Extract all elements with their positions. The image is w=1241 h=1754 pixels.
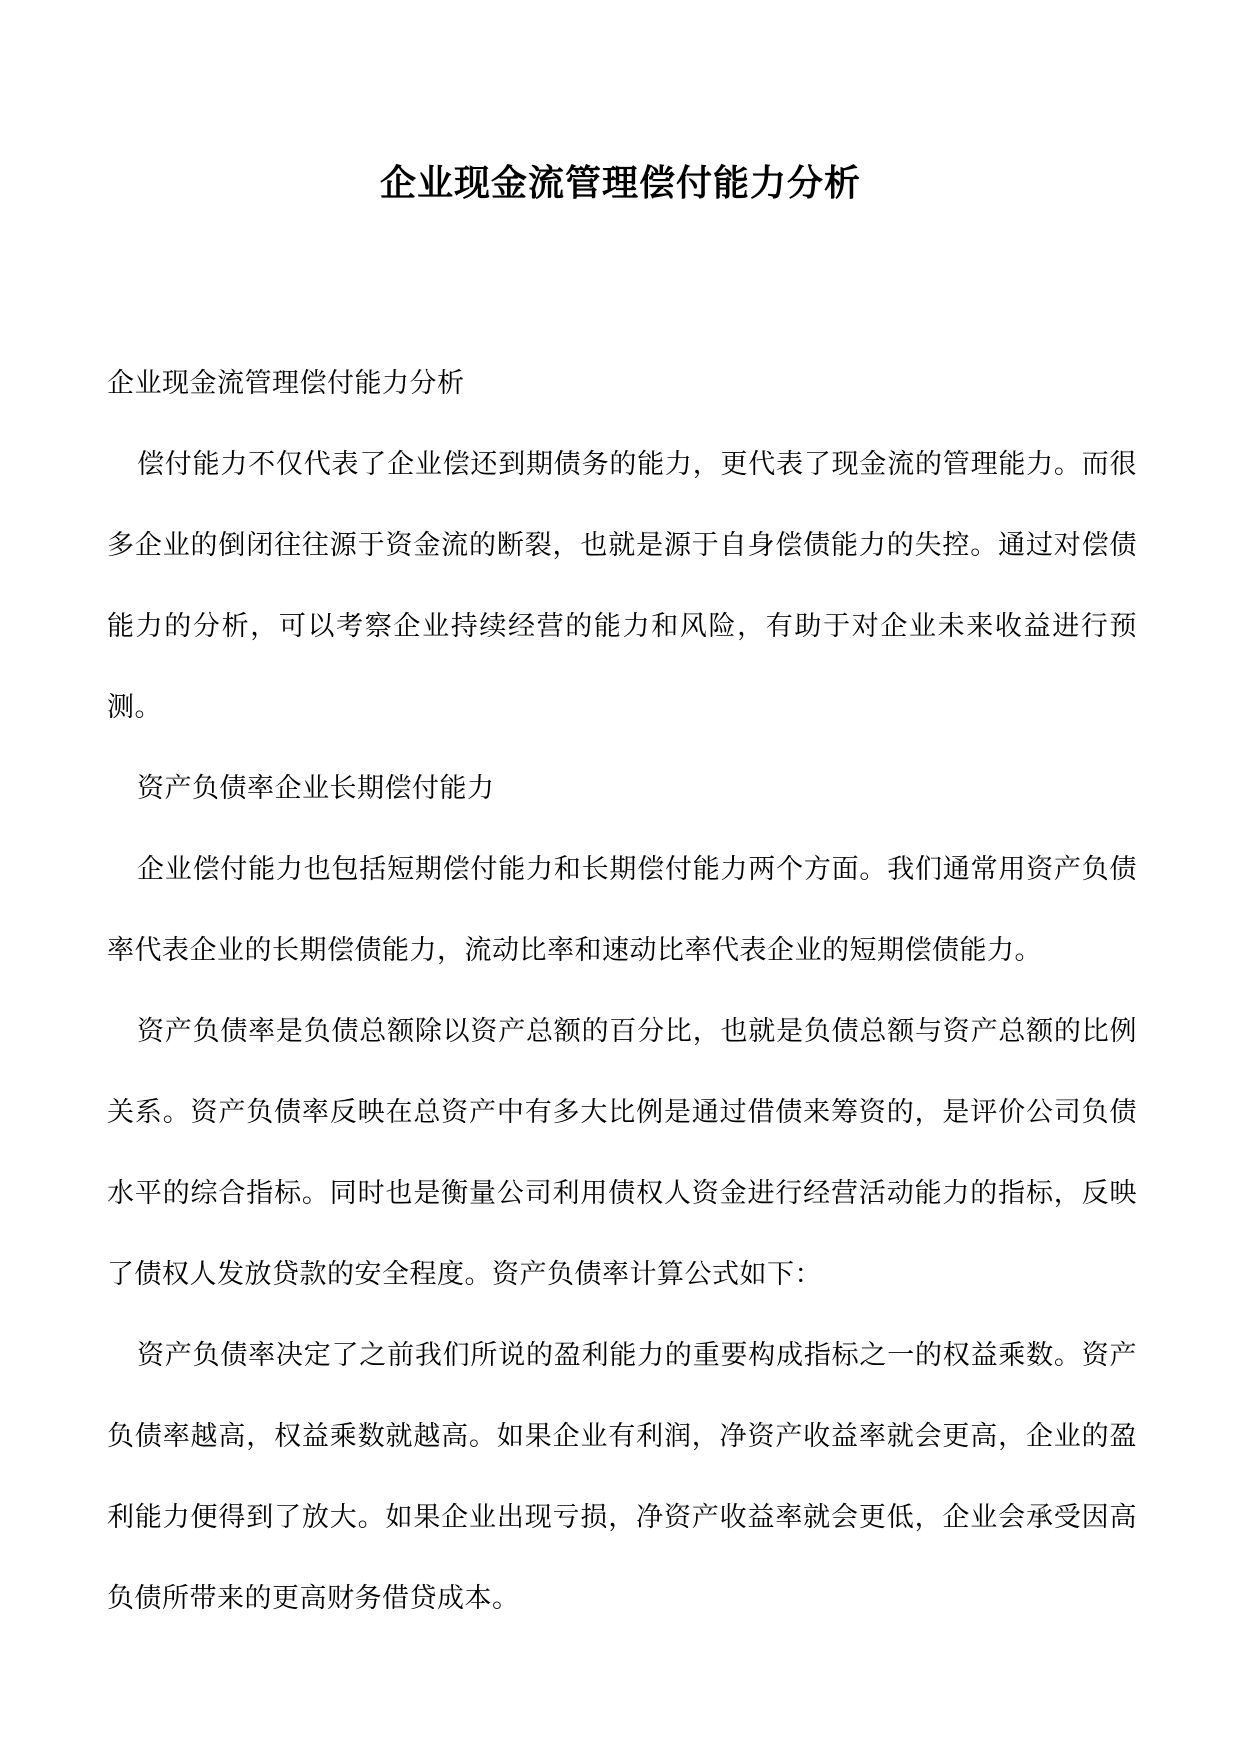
document-title: 企业现金流管理偿付能力分析 (379, 162, 861, 204)
document-body (107, 343, 1137, 1639)
subsection-heading: 资产负债率企业长期偿付能力 (137, 773, 495, 804)
section-heading: 企业现金流管理偿付能力分析 (107, 368, 465, 399)
paragraph-intro: 偿付能力不仅代表了企业偿还到期债务的能力，更代表了现金流的管理能力。而很多企业的倒闭往往源于资金流的断裂，也就是源于自身偿债能力的失控。通过对偿债能力的分析，可以考察企业持续经营的能力和风险，有助于对企业未来收益进行预测。 (107, 449, 1137, 723)
paragraph-equity-multiplier: 资产负债率决定了之前我们所说的盈利能力的重要构成指标之一的权益乘数。资产负债率越高，权益乘数就越高。如果企业有利润，净资产收益率就会更高，企业的盈利能力便得到了放大。如果企业出现亏损，净资产收益率就会更低，企业会承受因高负债所带来的更高财务借贷成本。 (107, 1340, 1137, 1614)
paragraph-debt-ratio-definition: 资产负债率是负债总额除以资产总额的百分比，也就是负债总额与资产总额的比例关系。资产负债率反映在总资产中有多大比例是通过借债来筹资的，是评价公司负债水平的综合指标。同时也是衡量公司利用债权人资金进行经营活动能力的指标，反映了债权人发放贷款的安全程度。资产负债率计算公式如下： (107, 1016, 1137, 1290)
paragraph-solvency-types: 企业偿付能力也包括短期偿付能力和长期偿付能力两个方面。我们通常用资产负债率代表企业的长期偿债能力，流动比率和速动比率代表企业的短期偿债能力。 (107, 854, 1137, 966)
